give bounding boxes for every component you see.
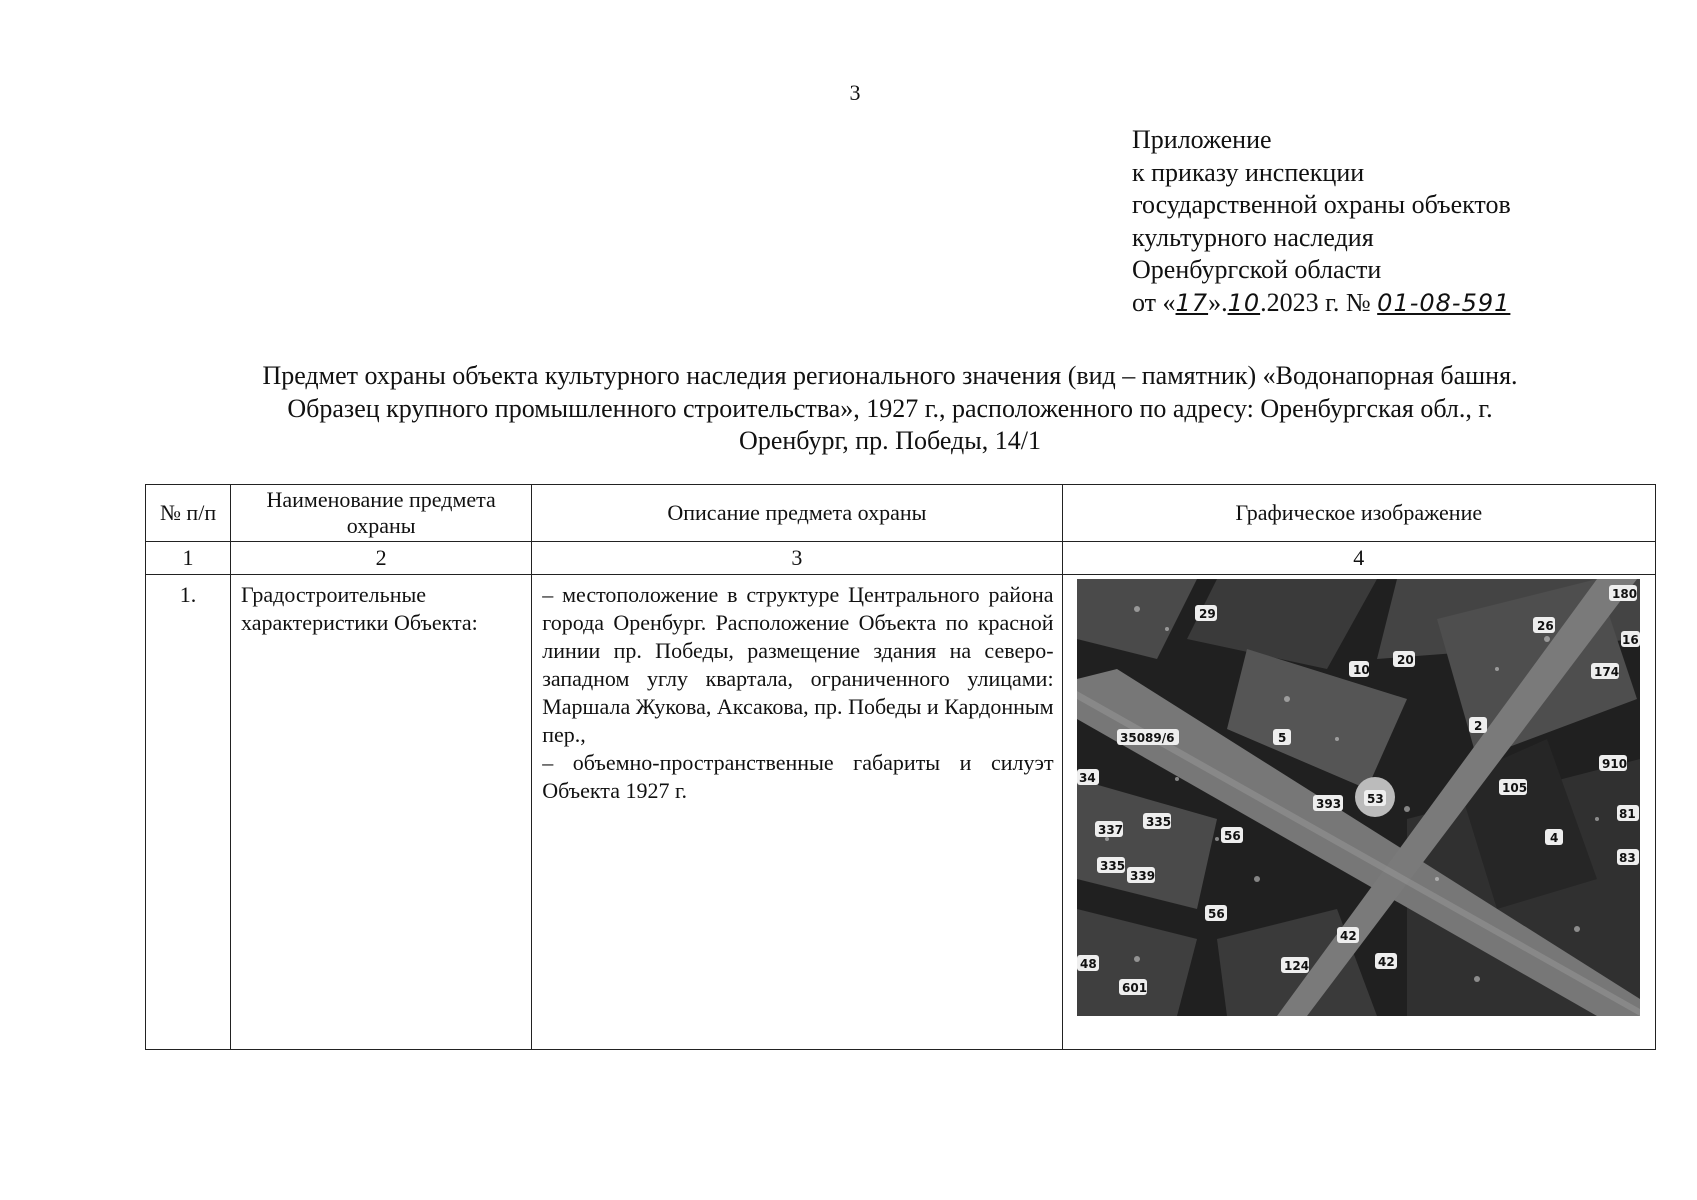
map-label: 20 xyxy=(1396,653,1414,667)
appendix-line-1: Приложение xyxy=(1132,125,1272,154)
map-label: 4 xyxy=(1549,831,1558,845)
title-line-2: Образец крупного промышленного строительства», 1927 г., расположенного по адресу: Оренбургская обл., г. xyxy=(287,393,1493,423)
column-number: 2 xyxy=(231,542,532,575)
order-number: 01-08-591 xyxy=(1377,288,1511,317)
map-label: 339 xyxy=(1129,869,1155,883)
row-subject-name: Градостроительные характеристики Объекта: xyxy=(231,575,532,1050)
map-label: 26 xyxy=(1536,619,1554,633)
aerial-map-svg xyxy=(1077,579,1640,1016)
order-month: 10 xyxy=(1227,288,1261,317)
map-label: 335 xyxy=(1099,859,1125,873)
map-label: 56 xyxy=(1223,829,1241,843)
column-number: 4 xyxy=(1062,542,1655,575)
row-number: 1. xyxy=(146,575,231,1050)
table-row xyxy=(146,575,1656,1050)
map-label: 174 xyxy=(1593,665,1619,679)
appendix-line-3: государственной охраны объектов xyxy=(1132,190,1511,219)
aerial-map-image xyxy=(1077,579,1640,1016)
column-number: 1 xyxy=(146,542,231,575)
map-label: 53 xyxy=(1366,792,1384,806)
map-label: 5 xyxy=(1277,731,1286,745)
map-label: 180 xyxy=(1611,587,1637,601)
header-description: Описание предмета охраны xyxy=(532,485,1062,542)
page-number: 3 xyxy=(849,80,861,105)
appendix-line-2: к приказу инспекции xyxy=(1132,157,1365,187)
date-suffix: .2023 г. № xyxy=(1260,287,1371,317)
header-name: Наименование предмета охраны xyxy=(231,485,532,542)
map-label: 29 xyxy=(1198,607,1216,621)
map-label: 83 xyxy=(1618,851,1636,865)
map-label: 10 xyxy=(1352,663,1370,677)
map-label: 56 xyxy=(1207,907,1225,921)
map-label: 910 xyxy=(1601,757,1627,771)
appendix-header xyxy=(1132,124,1612,319)
row-graphic xyxy=(1062,575,1655,1050)
description-paragraph-2: – объемно-пространственные габариты и силуэт Объекта 1927 г. xyxy=(542,750,1054,803)
map-label: 42 xyxy=(1377,955,1395,969)
date-prefix: от « xyxy=(1132,287,1176,317)
date-mid: ». xyxy=(1208,287,1228,317)
column-number-row xyxy=(146,542,1656,575)
appendix-line-5: Оренбургской области xyxy=(1132,255,1382,284)
table-header-row xyxy=(146,485,1656,542)
map-label: 393 xyxy=(1315,797,1341,811)
protection-subject-table xyxy=(145,484,1656,1050)
header-image: Графическое изображение xyxy=(1062,485,1655,542)
map-label: 2 xyxy=(1473,719,1482,733)
appendix-line-4: культурного наследия xyxy=(1132,222,1374,252)
map-label: 601 xyxy=(1121,981,1147,995)
document-title xyxy=(195,360,1585,458)
map-label: 42 xyxy=(1339,929,1357,943)
map-label: 81 xyxy=(1618,807,1636,821)
map-label: 16 xyxy=(1621,633,1639,647)
map-label: 35089/6 xyxy=(1119,731,1175,745)
order-day: 17 xyxy=(1175,288,1209,317)
column-number: 3 xyxy=(532,542,1062,575)
map-label: 48 xyxy=(1079,957,1097,971)
order-date-line xyxy=(1132,287,1612,320)
map-label: 124 xyxy=(1283,959,1309,973)
row-description xyxy=(532,575,1062,1050)
description-paragraph-1: – местоположение в структуре Центрального района города Оренбург. Расположение Объекта по красной линии пр. Победы, размещение здания на северо-западном углу квартала, ограниченного улицами: Маршала Жукова, Аксакова, пр. Победы и Кардонным пер., xyxy=(542,582,1054,747)
map-label: 335 xyxy=(1145,815,1171,829)
map-label: 337 xyxy=(1097,823,1123,837)
header-number: № п/п xyxy=(146,485,231,542)
map-label: 34 xyxy=(1078,771,1096,785)
map-label: 105 xyxy=(1501,781,1527,795)
title-line-3: Оренбург, пр. Победы, 14/1 xyxy=(739,426,1041,455)
title-line-1: Предмет охраны объекта культурного наследия регионального значения (вид – памятник) «Водонапорная башня. xyxy=(262,361,1518,390)
